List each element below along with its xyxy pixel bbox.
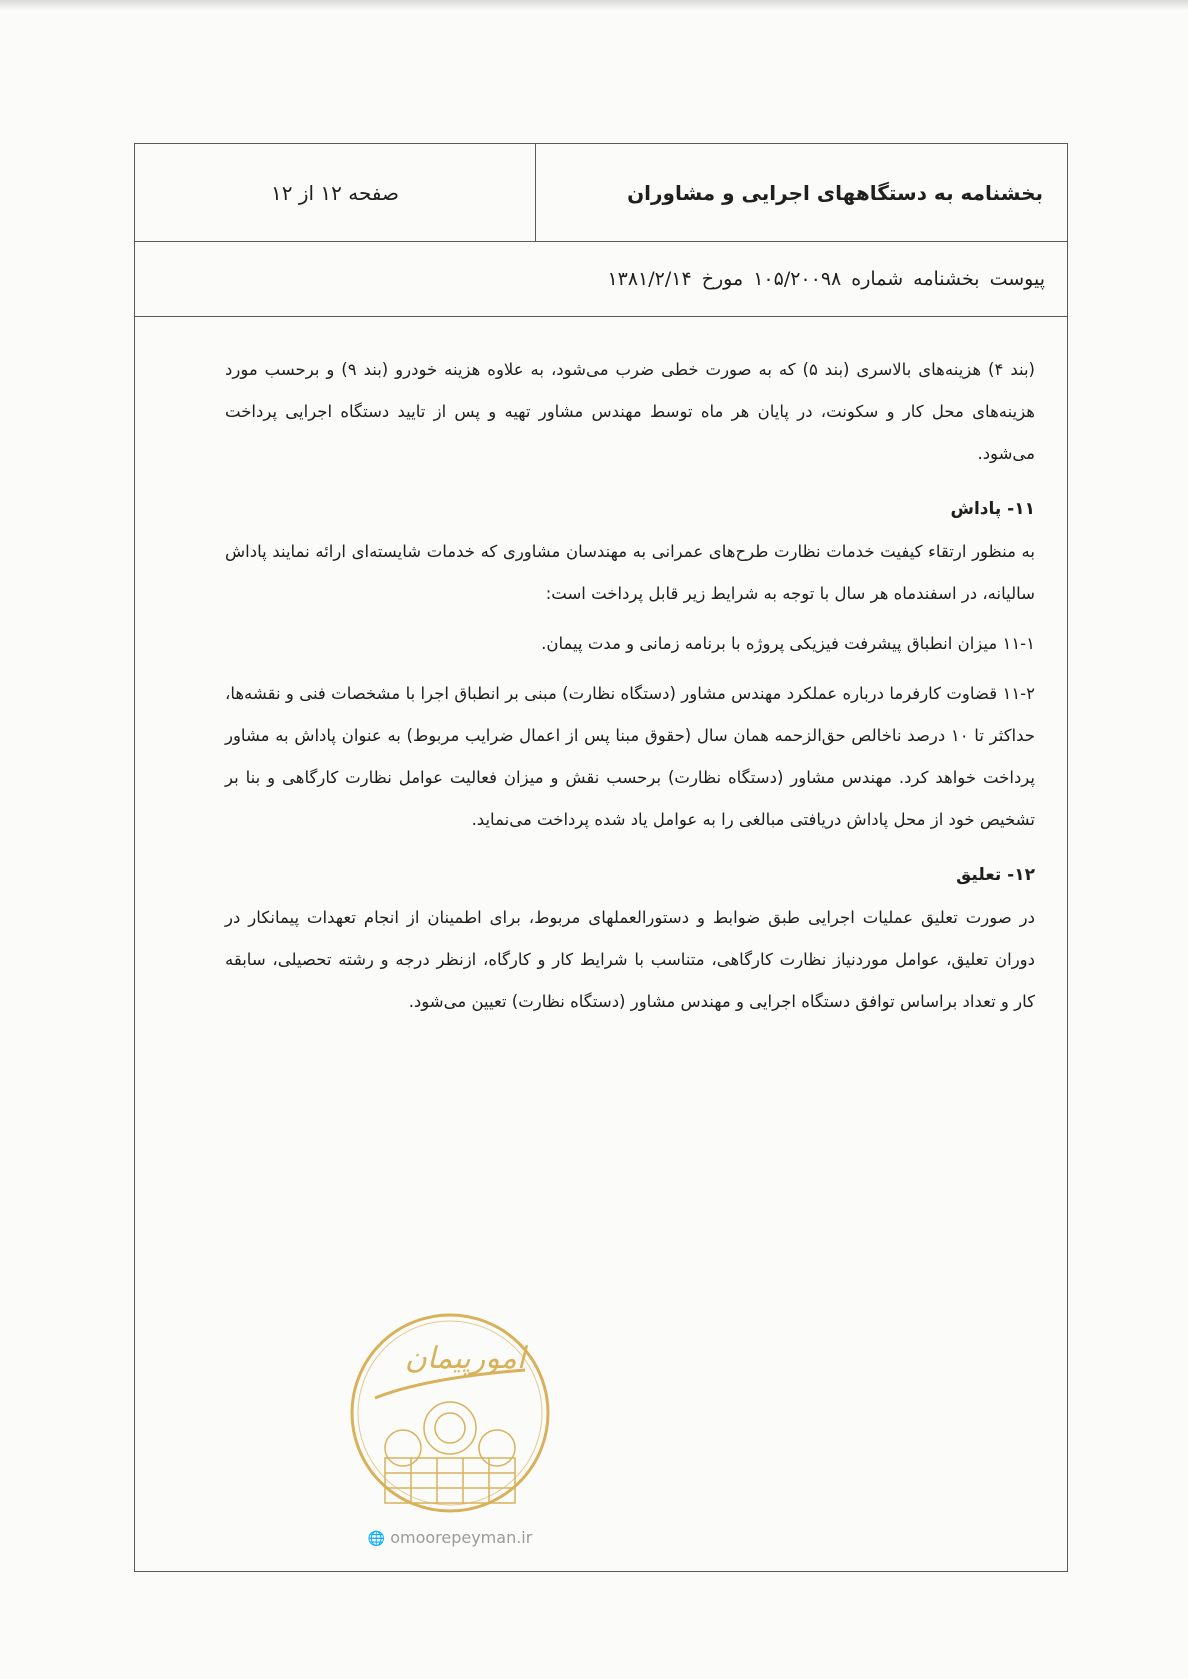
- header-row: [135, 144, 1067, 242]
- section-11-paragraph: به منظور ارتقاء کیفیت خدمات نظارت طرح‌های عمرانی به مهندسان مشاوری که خدمات شایسته‌ای ارائه نمایند پاداش سالیانه، در اسفندماه هر سال با توجه به شرایط زیر قابل پرداخت است:: [225, 542, 1035, 603]
- annex-line: پیوست بخشنامه شماره ۱۰۵/۲۰۰۹۸ مورخ ۱۳۸۱/۲/۱۴: [135, 241, 1067, 317]
- globe-icon: 🌐: [367, 1531, 386, 1547]
- section-11-item-1: ۱۱-۱ میزان انطباق پیشرفت فیزیکی پروژه با برنامه زمانی و مدت پیمان.: [541, 634, 1035, 653]
- section-12-heading: ۱۲- تعلیق: [956, 865, 1035, 885]
- watermark-site-text: omoorepeyman.ir: [390, 1528, 533, 1547]
- watermark-logo-text: امورپیمان: [404, 1341, 526, 1376]
- watermark-logo: [345, 1308, 555, 1518]
- scan-edge: [0, 0, 1188, 10]
- document-title: بخشنامه به دستگاههای اجرایی و مشاوران: [627, 180, 1043, 205]
- header-divider: [535, 144, 536, 241]
- section-12-paragraph: در صورت تعلیق عملیات اجرایی طبق ضوابط و دستورالعملهای مربوط، برای اطمینان از انجام تعهدات پیمانکار در دوران تعلیق، عوامل موردنیاز نظارت کارگاهی، متناسب با شرایط کار و کارگاه، ازنظر درجه و رشته تحصیلی، سابقه کار و تعداد براساس توافق دستگاه اجرایی و مهندس مشاور (دستگاه نظارت) تعیین می‌شود.: [225, 908, 1035, 1011]
- watermark-site: [330, 1528, 570, 1547]
- document-frame: [134, 143, 1068, 1572]
- intro-paragraph: (بند ۴) هزینه‌های بالاسری (بند ۵) که به صورت خطی ضرب می‌شود، به علاوه هزینه خودرو (بند ۹) و برحسب مورد هزینه‌های محل کار و سکونت، در پایان هر ماه توسط مهندس مشاور تهیه و پس از تایید دستگاه اجرایی پرداخت می‌شود.: [225, 360, 1035, 463]
- document-body: [225, 349, 1035, 1023]
- page-number: صفحه ۱۲ از ۱۲: [271, 180, 399, 205]
- section-11-item-2: ۱۱-۲ قضاوت کارفرما درباره عملکرد مهندس مشاور (دستگاه نظارت) مبنی بر انطباق اجرا با مشخصات فنی و نقشه‌ها، حداکثر تا ۱۰ درصد ناخالص حق‌الزحمه همان سال (حقوق مبنا پس از اعمال ضرایب مربوط) به عنوان پاداش به مشاور پرداخت خواهد کرد. مهندس مشاور (دستگاه نظارت) برحسب نقش و میزان فعالیت عوامل نظارت کارگاهی و بنا بر تشخیص خود از محل پاداش دریافتی مبالغی را به عوامل یاد شده پرداخت می‌نماید.: [225, 684, 1035, 829]
- section-11-heading: ۱۱- پاداش: [950, 499, 1035, 519]
